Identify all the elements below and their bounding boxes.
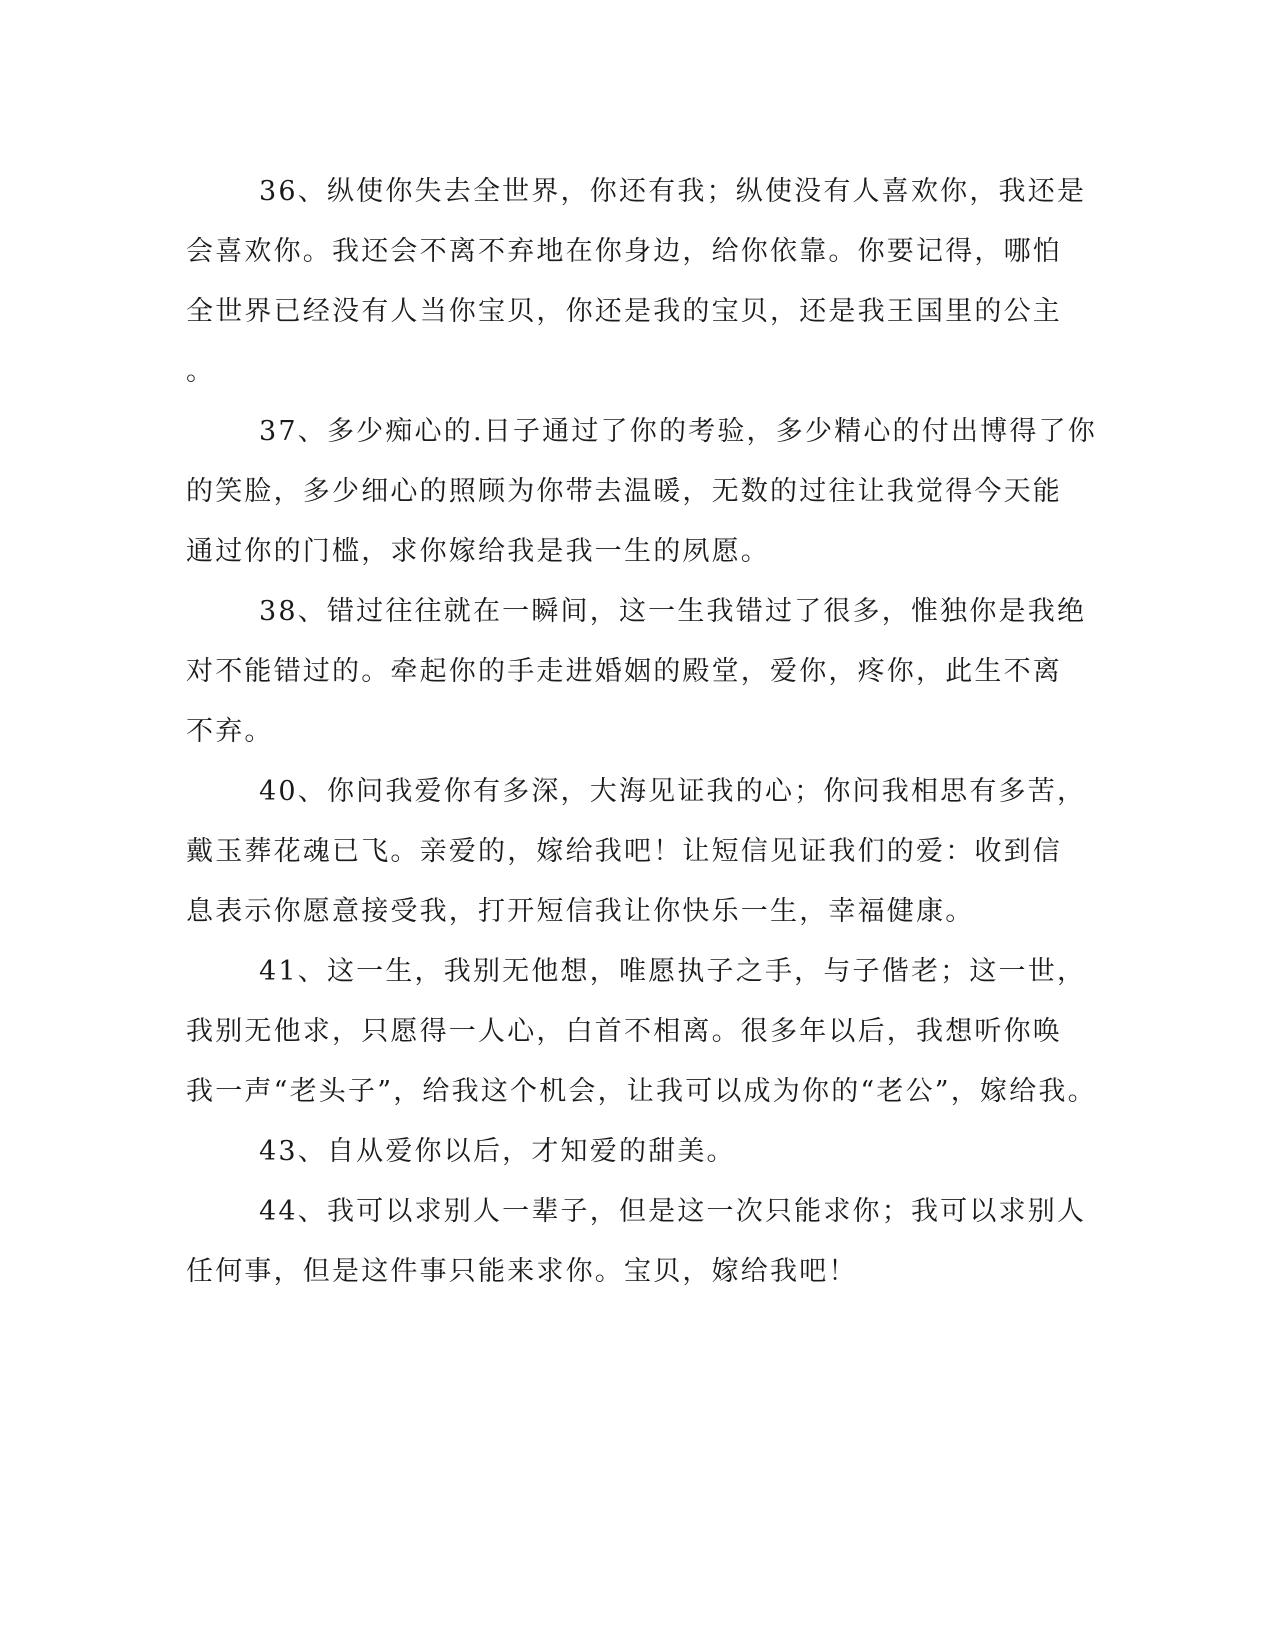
paragraph-line: 通过你的门槛，求你嫁给我是我一生的夙愿。 <box>186 536 770 567</box>
paragraph-line: 对不能错过的。牵起你的手走进婚姻的殿堂，爱你，疼你，此生不离 <box>186 656 1062 687</box>
document-body <box>186 162 1097 1302</box>
paragraph-line: 我一声“老头子”，给我这个机会，让我可以成为你的“老公”，嫁给我。 <box>186 1076 1097 1107</box>
paragraph-line: 43、自从爱你以后，才知爱的甜美。 <box>259 1136 736 1167</box>
paragraph-line: 我别无他求，只愿得一人心，白首不相离。很多年以后，我想听你唤 <box>186 1016 1062 1047</box>
paragraph-40 <box>186 762 1087 942</box>
paragraph-44 <box>186 1182 1087 1302</box>
paragraph-line: 的笑脸，多少细心的照顾为你带去温暖，无数的过往让我觉得今天能 <box>186 476 1062 507</box>
paragraph-line: 37、多少痴心的.日子通过了你的考验，多少精心的付出博得了你 <box>259 416 1097 447</box>
paragraph-line: 任何事，但是这件事只能来求你。宝贝，嫁给我吧！ <box>186 1256 858 1287</box>
paragraph-line: 会喜欢你。我还会不离不弃地在你身边，给你依靠。你要记得，哪怕 <box>186 236 1062 267</box>
paragraph-37 <box>186 402 1097 582</box>
paragraph-line: 戴玉葬花魂已飞。亲爱的，嫁给我吧！让短信见证我们的爱：收到信 <box>186 836 1062 867</box>
paragraph-line: 40、你问我爱你有多深，大海见证我的心；你问我相思有多苦， <box>259 776 1087 807</box>
paragraph-36 <box>186 162 1087 402</box>
paragraph-line: 38、错过往往就在一瞬间，这一生我错过了很多，惟独你是我绝 <box>259 596 1087 627</box>
paragraph-line: 息表示你愿意接受我，打开短信我让你快乐一生，幸福健康。 <box>186 896 975 927</box>
paragraph-43 <box>186 1122 1066 1182</box>
paragraph-38 <box>186 582 1087 762</box>
paragraph-line: 。 <box>186 356 216 387</box>
paragraph-41 <box>186 942 1097 1122</box>
paragraph-line: 不弃。 <box>186 716 274 747</box>
paragraph-line: 44、我可以求别人一辈子，但是这一次只能求你；我可以求别人 <box>259 1196 1087 1227</box>
paragraph-line: 41、这一生，我别无他想，唯愿执子之手，与子偕老；这一世， <box>259 956 1087 987</box>
paragraph-line: 全世界已经没有人当你宝贝，你还是我的宝贝，还是我王国里的公主 <box>186 296 1062 327</box>
paragraph-line: 36、纵使你失去全世界，你还有我；纵使没有人喜欢你，我还是 <box>259 176 1087 207</box>
